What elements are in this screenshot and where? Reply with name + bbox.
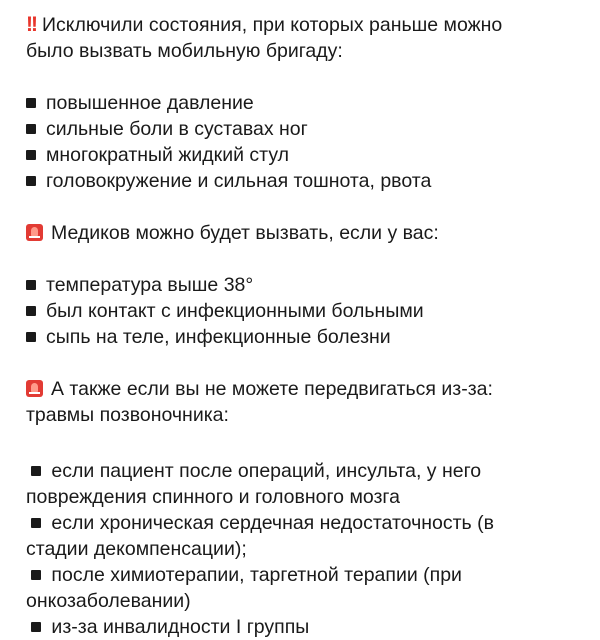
list-item — [26, 324, 600, 350]
black-square-icon — [26, 176, 36, 186]
list-item-line — [26, 614, 600, 640]
mobility-heading-text-2: травмы позвоночника: — [26, 404, 229, 426]
list-item-text: сыпь на теле, инфекционные болезни — [46, 326, 391, 348]
black-square-icon — [26, 280, 36, 290]
intro-paragraph — [26, 12, 600, 64]
list-item-text: был контакт с инфекционными больными — [46, 300, 424, 322]
black-square-icon — [26, 150, 36, 160]
spacer — [26, 428, 600, 458]
list-item-text-cont: стадии декомпенсации); — [26, 538, 247, 560]
list-item — [26, 614, 600, 640]
list-item — [26, 458, 600, 510]
list-item-line — [26, 562, 600, 588]
list-item-text: головокружение и сильная тошнота, рвота — [46, 170, 432, 192]
black-square-icon — [31, 622, 41, 632]
list-item-text: после химиотерапии, таргетной терапии (при — [51, 564, 462, 586]
black-square-icon — [26, 332, 36, 342]
list-item — [26, 510, 600, 562]
black-square-icon — [31, 570, 41, 580]
list-item-text: повышенное давление — [46, 92, 254, 114]
mobility-heading — [26, 376, 600, 428]
black-square-icon — [26, 124, 36, 134]
double-exclamation-icon: !! — [26, 13, 36, 36]
intro-line-1 — [26, 12, 600, 38]
spacer — [26, 194, 600, 220]
intro-text-2: было вызвать мобильную бригаду: — [26, 40, 343, 62]
list-item — [26, 142, 600, 168]
call-list — [26, 272, 600, 350]
black-square-icon — [26, 306, 36, 316]
mobility-heading-text-1: А также если вы не можете передвигаться из-за: — [51, 378, 493, 400]
excluded-list — [26, 90, 600, 194]
black-square-icon — [26, 98, 36, 108]
list-item — [26, 116, 600, 142]
black-square-icon — [31, 466, 41, 476]
mobility-heading-line-1 — [26, 376, 600, 402]
spacer — [26, 246, 600, 272]
police-light-icon — [26, 224, 43, 241]
list-item-text: если пациент после операций, инсульта, у него — [51, 460, 482, 482]
list-item-line — [26, 458, 600, 484]
intro-text-1: Исключили состояния, при которых раньше можно — [42, 14, 503, 36]
call-heading-text: Медиков можно будет вызвать, если у вас: — [51, 222, 439, 244]
call-heading — [26, 220, 600, 246]
list-item — [26, 562, 600, 614]
list-item-text: многократный жидкий стул — [46, 144, 290, 166]
spacer — [26, 350, 600, 376]
police-light-icon — [26, 380, 43, 397]
list-item-line — [26, 510, 600, 536]
list-item-text-cont: онкозаболевании) — [26, 590, 191, 612]
list-item-text: из-за инвалидности I группы — [51, 616, 310, 638]
list-item — [26, 168, 600, 194]
list-item-text: температура выше 38° — [46, 274, 254, 296]
list-item-text-cont: повреждения спинного и головного мозга — [26, 486, 400, 508]
list-item — [26, 272, 600, 298]
list-item-text: сильные боли в суставах ног — [46, 118, 308, 140]
spacer — [26, 64, 600, 90]
mobility-list — [26, 458, 600, 640]
list-item — [26, 298, 600, 324]
black-square-icon — [31, 518, 41, 528]
list-item-text: если хроническая сердечная недостаточность (в — [51, 512, 494, 534]
call-heading-line — [26, 220, 600, 246]
list-item — [26, 90, 600, 116]
